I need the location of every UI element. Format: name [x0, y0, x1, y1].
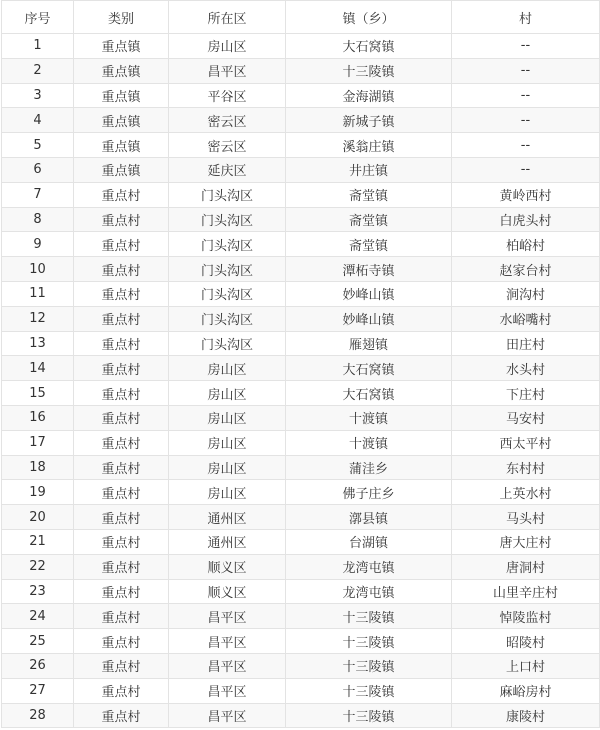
table-row: [2, 480, 600, 505]
header-village: 村: [452, 1, 600, 34]
table-row: [2, 629, 600, 654]
cell-index: 14: [2, 356, 74, 381]
cell-town: 十渡镇: [286, 430, 452, 455]
header-town: 镇（乡）: [286, 1, 452, 34]
cell-district: 昌平区: [169, 604, 286, 629]
cell-town: 妙峰山镇: [286, 281, 452, 306]
table-row: [2, 703, 600, 728]
table-row: [2, 430, 600, 455]
cell-index: 27: [2, 678, 74, 703]
cell-town: 新城子镇: [286, 108, 452, 133]
cell-district: 房山区: [169, 356, 286, 381]
table-row: [2, 232, 600, 257]
header-row: [2, 1, 600, 34]
cell-town: 台湖镇: [286, 529, 452, 554]
cell-district: 房山区: [169, 480, 286, 505]
cell-village: --: [452, 108, 600, 133]
cell-category: 重点村: [74, 629, 169, 654]
header-district: 所在区: [169, 1, 286, 34]
cell-index: 3: [2, 83, 74, 108]
cell-category: 重点村: [74, 505, 169, 530]
table-row: [2, 207, 600, 232]
cell-district: 房山区: [169, 430, 286, 455]
cell-village: 赵家台村: [452, 257, 600, 282]
table-row: [2, 653, 600, 678]
cell-district: 昌平区: [169, 653, 286, 678]
table-row: [2, 83, 600, 108]
cell-town: 十渡镇: [286, 405, 452, 430]
cell-village: 山里辛庄村: [452, 579, 600, 604]
cell-category: 重点村: [74, 331, 169, 356]
header-index: 序号: [2, 1, 74, 34]
header-category: 类别: [74, 1, 169, 34]
cell-village: 东村村: [452, 455, 600, 480]
cell-village: 涧沟村: [452, 281, 600, 306]
cell-index: 21: [2, 529, 74, 554]
cell-district: 平谷区: [169, 83, 286, 108]
table-row: [2, 579, 600, 604]
cell-town: 蒲洼乡: [286, 455, 452, 480]
table-row: [2, 133, 600, 158]
cell-category: 重点村: [74, 529, 169, 554]
cell-district: 顺义区: [169, 579, 286, 604]
cell-village: 水峪嘴村: [452, 306, 600, 331]
cell-index: 18: [2, 455, 74, 480]
cell-village: 悼陵监村: [452, 604, 600, 629]
table-body: [2, 34, 600, 728]
cell-village: 白虎头村: [452, 207, 600, 232]
cell-village: --: [452, 157, 600, 182]
cell-district: 门头沟区: [169, 207, 286, 232]
cell-index: 20: [2, 505, 74, 530]
cell-village: --: [452, 58, 600, 83]
cell-index: 10: [2, 257, 74, 282]
cell-village: 下庄村: [452, 381, 600, 406]
table-row: [2, 356, 600, 381]
table-row: [2, 529, 600, 554]
cell-town: 十三陵镇: [286, 58, 452, 83]
cell-category: 重点村: [74, 604, 169, 629]
table-row: [2, 108, 600, 133]
cell-district: 门头沟区: [169, 182, 286, 207]
cell-index: 15: [2, 381, 74, 406]
cell-category: 重点村: [74, 703, 169, 728]
cell-district: 房山区: [169, 34, 286, 59]
cell-index: 17: [2, 430, 74, 455]
cell-district: 密云区: [169, 108, 286, 133]
cell-category: 重点村: [74, 306, 169, 331]
cell-index: 19: [2, 480, 74, 505]
cell-index: 2: [2, 58, 74, 83]
cell-village: 西太平村: [452, 430, 600, 455]
cell-index: 28: [2, 703, 74, 728]
cell-village: 水头村: [452, 356, 600, 381]
cell-district: 门头沟区: [169, 232, 286, 257]
cell-category: 重点村: [74, 281, 169, 306]
table-row: [2, 157, 600, 182]
cell-village: --: [452, 133, 600, 158]
cell-town: 龙湾屯镇: [286, 554, 452, 579]
cell-town: 大石窝镇: [286, 34, 452, 59]
cell-index: 7: [2, 182, 74, 207]
cell-category: 重点村: [74, 455, 169, 480]
table-row: [2, 182, 600, 207]
cell-village: 田庄村: [452, 331, 600, 356]
cell-village: --: [452, 83, 600, 108]
cell-town: 斋堂镇: [286, 232, 452, 257]
cell-index: 24: [2, 604, 74, 629]
cell-district: 门头沟区: [169, 331, 286, 356]
cell-category: 重点村: [74, 257, 169, 282]
cell-village: 唐洞村: [452, 554, 600, 579]
cell-index: 16: [2, 405, 74, 430]
cell-category: 重点村: [74, 554, 169, 579]
cell-village: --: [452, 34, 600, 59]
table-row: [2, 604, 600, 629]
cell-village: 上英水村: [452, 480, 600, 505]
cell-index: 12: [2, 306, 74, 331]
cell-category: 重点镇: [74, 58, 169, 83]
cell-town: 十三陵镇: [286, 678, 452, 703]
cell-town: 溪翁庄镇: [286, 133, 452, 158]
cell-town: 雁翅镇: [286, 331, 452, 356]
cell-district: 昌平区: [169, 58, 286, 83]
cell-district: 房山区: [169, 381, 286, 406]
cell-district: 通州区: [169, 529, 286, 554]
cell-category: 重点村: [74, 405, 169, 430]
cell-town: 十三陵镇: [286, 629, 452, 654]
cell-town: 井庄镇: [286, 157, 452, 182]
cell-district: 门头沟区: [169, 306, 286, 331]
cell-index: 8: [2, 207, 74, 232]
cell-category: 重点村: [74, 182, 169, 207]
cell-town: 漷县镇: [286, 505, 452, 530]
cell-index: 26: [2, 653, 74, 678]
cell-town: 潭柘寺镇: [286, 257, 452, 282]
cell-index: 6: [2, 157, 74, 182]
cell-index: 1: [2, 34, 74, 59]
cell-district: 昌平区: [169, 678, 286, 703]
cell-town: 大石窝镇: [286, 356, 452, 381]
cell-town: 十三陵镇: [286, 703, 452, 728]
cell-category: 重点村: [74, 653, 169, 678]
cell-category: 重点村: [74, 356, 169, 381]
cell-town: 十三陵镇: [286, 604, 452, 629]
cell-town: 斋堂镇: [286, 182, 452, 207]
cell-index: 11: [2, 281, 74, 306]
table-row: [2, 281, 600, 306]
table-row: [2, 405, 600, 430]
cell-district: 延庆区: [169, 157, 286, 182]
cell-village: 唐大庄村: [452, 529, 600, 554]
cell-category: 重点镇: [74, 34, 169, 59]
cell-category: 重点村: [74, 579, 169, 604]
cell-category: 重点村: [74, 480, 169, 505]
cell-district: 密云区: [169, 133, 286, 158]
cell-village: 麻峪房村: [452, 678, 600, 703]
cell-district: 顺义区: [169, 554, 286, 579]
table-row: [2, 257, 600, 282]
cell-village: 黄岭西村: [452, 182, 600, 207]
cell-category: 重点镇: [74, 157, 169, 182]
cell-town: 金海湖镇: [286, 83, 452, 108]
table-row: [2, 381, 600, 406]
cell-index: 23: [2, 579, 74, 604]
cell-category: 重点村: [74, 678, 169, 703]
cell-village: 上口村: [452, 653, 600, 678]
cell-category: 重点镇: [74, 133, 169, 158]
cell-index: 22: [2, 554, 74, 579]
cell-town: 大石窝镇: [286, 381, 452, 406]
table-header: [2, 1, 600, 34]
cell-category: 重点村: [74, 430, 169, 455]
cell-district: 门头沟区: [169, 257, 286, 282]
cell-town: 佛子庄乡: [286, 480, 452, 505]
cell-index: 25: [2, 629, 74, 654]
cell-category: 重点镇: [74, 108, 169, 133]
table-row: [2, 505, 600, 530]
table-row: [2, 678, 600, 703]
cell-village: 康陵村: [452, 703, 600, 728]
table-row: [2, 331, 600, 356]
village-town-table: [1, 0, 600, 728]
cell-district: 房山区: [169, 405, 286, 430]
table-row: [2, 455, 600, 480]
cell-district: 房山区: [169, 455, 286, 480]
cell-category: 重点村: [74, 207, 169, 232]
table-row: [2, 554, 600, 579]
cell-village: 马安村: [452, 405, 600, 430]
cell-village: 马头村: [452, 505, 600, 530]
cell-village: 昭陵村: [452, 629, 600, 654]
cell-village: 柏峪村: [452, 232, 600, 257]
cell-district: 通州区: [169, 505, 286, 530]
table-row: [2, 34, 600, 59]
cell-index: 9: [2, 232, 74, 257]
cell-index: 5: [2, 133, 74, 158]
cell-category: 重点村: [74, 232, 169, 257]
cell-index: 13: [2, 331, 74, 356]
table-row: [2, 58, 600, 83]
cell-index: 4: [2, 108, 74, 133]
table-row: [2, 306, 600, 331]
cell-district: 门头沟区: [169, 281, 286, 306]
cell-town: 斋堂镇: [286, 207, 452, 232]
cell-district: 昌平区: [169, 703, 286, 728]
cell-category: 重点村: [74, 381, 169, 406]
cell-town: 龙湾屯镇: [286, 579, 452, 604]
cell-town: 妙峰山镇: [286, 306, 452, 331]
cell-category: 重点镇: [74, 83, 169, 108]
cell-town: 十三陵镇: [286, 653, 452, 678]
cell-district: 昌平区: [169, 629, 286, 654]
